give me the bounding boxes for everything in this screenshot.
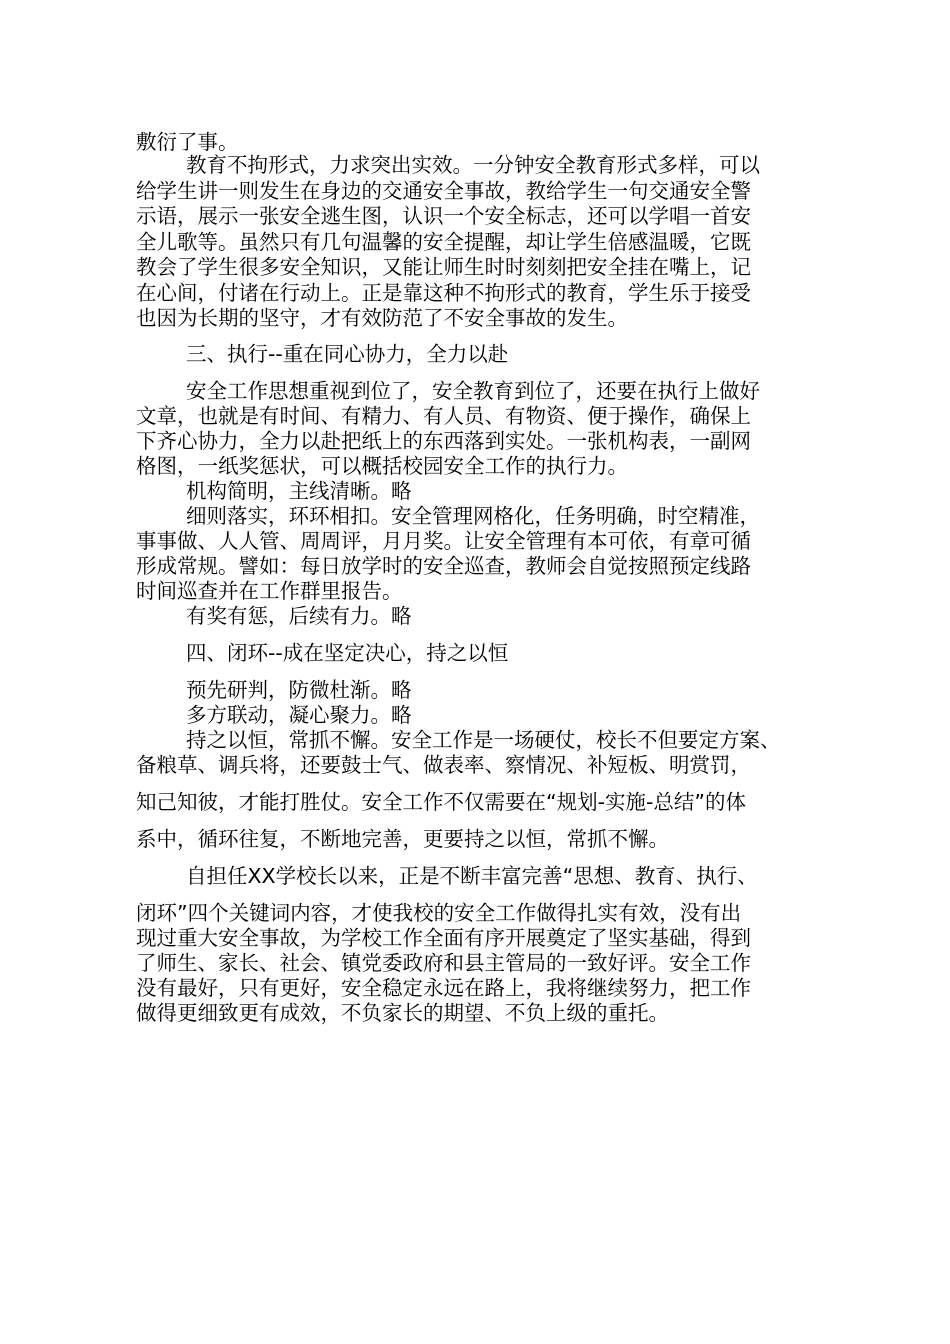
text-line: 有奖有惩，后续有力。略 [186, 604, 412, 628]
text-line: 自担任XX学校长以来，正是不断丰富完善“思想、教育、执行、 [186, 864, 758, 888]
text-line: 也因为长期的坚守，才有效防范了不安全事故的发生。 [136, 306, 628, 330]
text-line: 形成常规。譬如：每日放学时的安全巡查，教师会自觉按照预定线路 [136, 554, 751, 578]
text-line: 示语，展示一张安全逃生图，认识一个安全标志，还可以学唱一首安 [136, 204, 751, 228]
section-heading: 三、执行--重在同心协力，全力以赴 [186, 342, 509, 366]
text-line: 格图，一纸奖惩状，可以概括校园安全工作的执行力。 [136, 454, 628, 478]
text-line: 系中，循环往复，不断地完善，更要持之以恒，常抓不懈。 [136, 827, 669, 851]
text-line: 全儿歌等。虽然只有几句温馨的安全提醒，却让学生倍感温暖，它既 [136, 230, 751, 254]
text-line: 多方联动，凝心聚力。略 [186, 703, 412, 727]
text-line: 没有最好，只有更好，安全稳定永远在路上，我将继续努力，把工作 [136, 976, 751, 1000]
text-line: 做得更细致更有成效，不负家长的期望、不负上级的重托。 [136, 1001, 669, 1025]
text-line: 预先研判，防微杜渐。略 [186, 678, 412, 702]
text-line: 教会了学生很多安全知识，又能让师生时时刻刻把安全挂在嘴上，记 [136, 255, 751, 279]
text-line: 备粮草、调兵将，还要鼓士气、做表率、察情况、补短板、明赏罚， [136, 753, 751, 777]
text-line: 时间巡查并在工作群里报告。 [136, 579, 403, 603]
text-line: 了师生、家长、社会、镇党委政府和县主管局的一致好评。安全工作 [136, 951, 751, 975]
text-line: 教育不拘形式，力求突出实效。一分钟安全教育形式多样，可以 [186, 153, 760, 177]
text-line: 安全工作思想重视到位了，安全教育到位了，还要在执行上做好 [186, 379, 760, 403]
text-line: 细则落实，环环相扣。安全管理网格化，任务明确，时空精准， [186, 504, 760, 528]
text-line: 敷衍了事。 [136, 130, 239, 154]
text-line: 文章，也就是有时间、有精力、有人员、有物资、便于操作，确保上 [136, 404, 751, 428]
text-line: 机构简明，主线清晰。略 [186, 479, 412, 503]
text-line: 下齐心协力，全力以赴把纸上的东西落到实处。一张机构表，一副网 [136, 429, 751, 453]
text-line: 持之以恒，常抓不懈。安全工作是一场硬仗，校长不但要定方案、 [186, 728, 781, 752]
text-line: 给学生讲一则发生在身边的交通安全事故，教给学生一句交通安全警 [136, 179, 751, 203]
text-line: 在心间，付诸在行动上。正是靠这种不拘形式的教育，学生乐于接受 [136, 281, 751, 305]
text-line: 知己知彼，才能打胜仗。安全工作不仅需要在“规划-实施-总结”的体 [136, 790, 747, 814]
text-line: 闭环”四个关键词内容，才使我校的安全工作做得扎实有效，没有出 [136, 901, 742, 925]
text-line: 现过重大安全事故，为学校工作全面有序开展奠定了坚实基础，得到 [136, 926, 751, 950]
section-heading: 四、闭环--成在坚定决心，持之以恒 [186, 641, 509, 665]
text-line: 事事做、人人管、周周评，月月奖。让安全管理有本可依，有章可循 [136, 529, 751, 553]
